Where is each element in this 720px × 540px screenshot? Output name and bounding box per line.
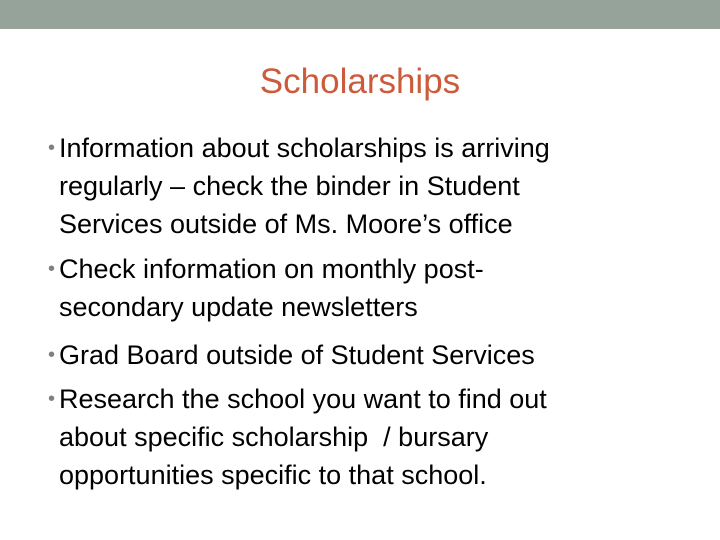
bullet-line: regularly – check the binder in Student bbox=[59, 171, 520, 201]
bullet-text bbox=[59, 336, 535, 374]
bullet-dot-icon: • bbox=[48, 137, 56, 159]
slide-title: Scholarships bbox=[259, 62, 461, 101]
bullet-line: Services outside of Ms. Moore’s office bbox=[59, 209, 513, 239]
bullet-line: about specific scholarship / bursary bbox=[59, 422, 489, 452]
bullet-line: opportunities specific to that school. bbox=[59, 460, 487, 490]
bullet-line: Grad Board outside of Student Services bbox=[59, 340, 535, 370]
bullet-line: Research the school you want to find out bbox=[59, 384, 547, 414]
bullet-dot-icon: • bbox=[48, 258, 56, 280]
bullet-line: Information about scholarships is arriving bbox=[59, 133, 550, 163]
bullet-line: secondary update newsletters bbox=[59, 292, 418, 322]
bullet-text bbox=[59, 129, 550, 243]
bullet-text bbox=[59, 250, 484, 326]
bullet-line: Check information on monthly post- bbox=[59, 254, 484, 284]
bullet-dot-icon: • bbox=[48, 344, 56, 366]
bullet-text bbox=[59, 380, 547, 494]
bullet-dot-icon: • bbox=[48, 388, 56, 410]
